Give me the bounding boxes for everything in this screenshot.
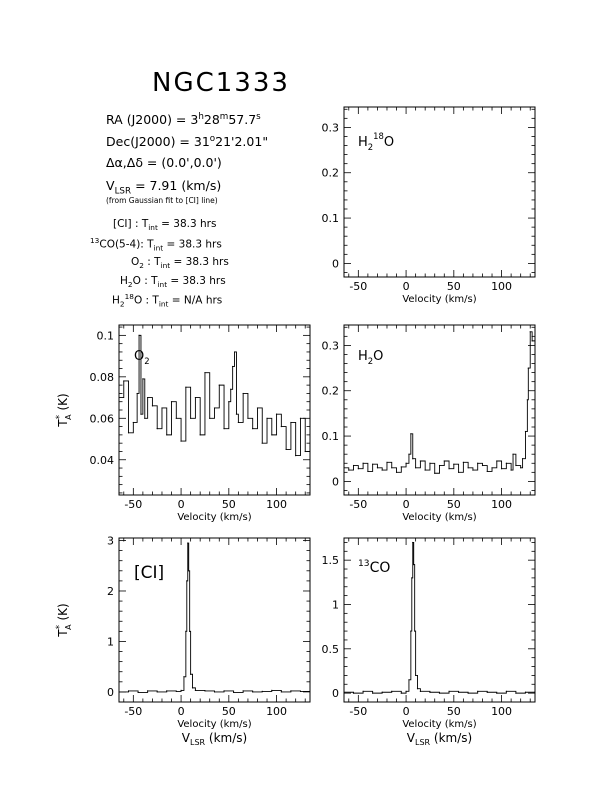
data-point (372, 464, 373, 465)
data-point (528, 367, 529, 368)
y-tick-label: 0.2 (321, 384, 339, 398)
y-tick-label: 0 (107, 685, 114, 699)
data-point (367, 471, 368, 472)
data-point (300, 691, 301, 692)
data-point (140, 414, 141, 415)
y-tick-label: 0.04 (89, 453, 114, 467)
data-point (372, 693, 373, 694)
y-tick-label: 0.3 (321, 339, 339, 353)
data-point (234, 351, 235, 352)
dec-label: Dec(J2000) = (106, 134, 190, 150)
integration-13co: $^{13}$CO(5-4): $T_{int} = 38.3$ hrs (90, 236, 222, 253)
data-point (290, 422, 291, 423)
data-point (138, 335, 139, 336)
data-point (262, 691, 263, 692)
data-point (142, 378, 143, 379)
data-point (243, 393, 244, 394)
data-point (128, 690, 129, 691)
data-point (276, 414, 277, 415)
x-tick-label: -50 (124, 705, 143, 718)
y-tick-label: 0.1 (96, 329, 114, 343)
data-point (439, 693, 440, 694)
data-point (391, 691, 392, 692)
data-point (185, 631, 186, 632)
chart-panel-h218o (322, 107, 536, 305)
data-point (408, 679, 409, 680)
data-point (491, 467, 492, 468)
data-point (487, 471, 488, 472)
y-tick-label: 1.5 (321, 554, 339, 568)
data-point (157, 691, 158, 692)
data-point (506, 691, 507, 692)
data-point (429, 692, 430, 693)
y-tick-label: 0.5 (321, 642, 339, 656)
data-point (448, 468, 449, 469)
chart-panel-13co (322, 538, 536, 747)
data-point (453, 464, 454, 465)
data-point (417, 688, 418, 689)
x-tick-label: 0 (177, 498, 185, 511)
y-tick-label: 0.08 (89, 370, 114, 384)
data-point (425, 469, 426, 470)
series-label: $H_2^{18}O$ (358, 131, 395, 152)
offset-value: (0.0',0.0') (161, 155, 222, 170)
data-point (281, 691, 282, 692)
data-point (434, 473, 435, 474)
data-point (223, 690, 224, 691)
data-point (468, 693, 469, 694)
x-axis-label: Velocity (km/s) (402, 719, 477, 730)
x-axis-label-vlsr: $V_{LSR}$ (km/s) (406, 731, 473, 747)
data-point (515, 465, 516, 466)
series-label: $O_2$ (134, 349, 150, 366)
data-point (180, 440, 181, 441)
vlsr-value: = 7.91 (km/s) (135, 178, 222, 193)
vlsr-sub: LSR (114, 186, 132, 197)
dec-degrees: 31 (193, 134, 210, 150)
data-point (348, 469, 349, 470)
offset-label: Δα,Δδ = (106, 155, 158, 170)
data-point (252, 691, 253, 692)
x-tick-label: 0 (177, 705, 185, 718)
data-point (190, 418, 191, 419)
data-point (214, 691, 215, 692)
data-point (512, 454, 513, 455)
x-tick-label: -50 (349, 280, 368, 293)
data-point (186, 580, 187, 581)
data-point (420, 460, 421, 461)
data-point (188, 570, 189, 571)
x-axis-label: Velocity (km/s) (402, 294, 477, 305)
data-point (187, 542, 188, 543)
x-tick-label: 0 (402, 280, 410, 293)
data-point (482, 465, 483, 466)
x-tick-label: 50 (221, 498, 236, 511)
data-point (228, 401, 229, 402)
data-point (271, 690, 272, 691)
data-point (377, 467, 378, 468)
data-point (468, 467, 469, 468)
data-point (363, 463, 364, 464)
data-point (180, 690, 181, 691)
y-tick-label: 0 (332, 687, 339, 701)
data-point (429, 463, 430, 464)
data-point (501, 468, 502, 469)
y-tick-label: 3 (107, 534, 114, 548)
data-point (138, 692, 139, 693)
data-point (166, 690, 167, 691)
data-point (458, 472, 459, 473)
data-point (444, 460, 445, 461)
dec-line: Dec(J2000) = 31$^o$21'2.01" (106, 134, 269, 150)
data-point (520, 467, 521, 468)
x-tick-label: 50 (446, 280, 461, 293)
data-point (183, 676, 184, 677)
data-point (412, 542, 413, 543)
data-point (305, 451, 306, 452)
x-tick-label: 50 (221, 705, 236, 718)
series-line (119, 335, 310, 455)
series-label: $^{13}$CO (358, 559, 391, 576)
data-point (527, 399, 528, 400)
x-tick-label: -50 (349, 498, 368, 511)
data-point (401, 466, 402, 467)
data-point (295, 455, 296, 456)
data-point (144, 418, 145, 419)
data-point (171, 401, 172, 402)
data-point (300, 418, 301, 419)
y-tick-label: 0 (332, 475, 339, 489)
data-point (496, 460, 497, 461)
data-point (405, 691, 406, 692)
ra-hours: 3 (190, 112, 199, 128)
x-tick-label: 100 (491, 498, 513, 511)
data-point (532, 340, 533, 341)
data-point (281, 426, 282, 427)
data-point (230, 389, 231, 390)
ra-minutes: 28 (203, 112, 220, 128)
vlsr-note: (from Gaussian fit to [CI] line) (106, 196, 218, 205)
data-point (396, 472, 397, 473)
chart-panel-h2o (322, 325, 536, 523)
data-point (214, 407, 215, 408)
data-point (363, 691, 364, 692)
y-tick-label: 0.1 (321, 430, 339, 444)
data-point (262, 443, 263, 444)
ra-seconds: 57.7 (228, 112, 257, 128)
data-point (410, 630, 411, 631)
x-tick-label: 100 (491, 705, 513, 718)
x-tick-label: 100 (266, 705, 288, 718)
y-tick-label: 1 (332, 598, 339, 612)
data-point (487, 692, 488, 693)
data-point (271, 434, 272, 435)
data-point (506, 463, 507, 464)
data-point (238, 422, 239, 423)
x-tick-label: 100 (491, 280, 513, 293)
ra-label: RA (J2000) = (106, 112, 187, 128)
data-point (382, 692, 383, 693)
data-point (525, 431, 526, 432)
data-point (458, 692, 459, 693)
data-point (515, 693, 516, 694)
y-tick-label: 0.2 (321, 166, 339, 180)
y-tick-label: 0.3 (321, 121, 339, 135)
y-axis-label: T*A (K) (55, 603, 73, 637)
data-point (243, 690, 244, 691)
data-point (161, 407, 162, 408)
data-point (185, 387, 186, 388)
data-point (286, 449, 287, 450)
y-tick-label: 0.06 (89, 412, 114, 426)
data-point (477, 463, 478, 464)
data-point (219, 385, 220, 386)
x-tick-label: 50 (446, 705, 461, 718)
data-point (157, 428, 158, 429)
x-tick-label: 50 (446, 498, 461, 511)
integration-h218o: $H_2^{18}O$ : $T_{int} = N/A$ hrs (112, 292, 223, 309)
data-point (477, 691, 478, 692)
integration-o2: $O_2$ : $T_{int} = 38.3$ hrs (131, 256, 229, 271)
data-point (415, 467, 416, 468)
y-tick-label: 1 (107, 635, 114, 649)
data-point (391, 467, 392, 468)
data-point (290, 690, 291, 691)
integration-ci: [CI] : $T_{int} = 38.3$ hrs (113, 218, 217, 233)
data-point (386, 462, 387, 463)
data-point (353, 693, 354, 694)
data-point (190, 674, 191, 675)
data-point (166, 434, 167, 435)
data-point (382, 469, 383, 470)
data-point (525, 692, 526, 693)
data-point (236, 414, 237, 415)
data-point (128, 432, 129, 433)
data-point (358, 468, 359, 469)
x-tick-label: -50 (124, 498, 143, 511)
data-point (123, 380, 124, 381)
data-point (232, 366, 233, 367)
data-point (511, 469, 512, 470)
data-point (413, 564, 414, 565)
data-point (415, 675, 416, 676)
data-point (252, 428, 253, 429)
data-point (147, 690, 148, 691)
data-point (204, 372, 205, 373)
vlsr-label: V (106, 178, 115, 193)
data-point (195, 397, 196, 398)
data-point (266, 418, 267, 419)
data-point (405, 463, 406, 464)
data-point (189, 631, 190, 632)
data-point (176, 691, 177, 692)
data-point (147, 397, 148, 398)
data-point (439, 465, 440, 466)
series-label: [CI] (134, 563, 165, 583)
x-tick-label: -50 (349, 705, 368, 718)
data-point (209, 418, 210, 419)
data-point (463, 462, 464, 463)
data-point (176, 418, 177, 419)
x-axis-label: Velocity (km/s) (177, 512, 252, 523)
page-title: NGC1333 (152, 68, 290, 98)
series-label: $H_2O$ (358, 349, 384, 366)
x-tick-label: 0 (402, 705, 410, 718)
data-point (133, 422, 134, 423)
y-tick-label: 0.1 (321, 212, 339, 226)
data-point (152, 405, 153, 406)
dec-rest: 21'2.01" (215, 134, 269, 150)
x-axis-label-vlsr: $V_{LSR}$ (km/s) (181, 731, 248, 747)
data-point (192, 687, 193, 688)
x-tick-label: 100 (266, 498, 288, 511)
data-point (410, 433, 411, 434)
data-point (353, 465, 354, 466)
integration-h2o: $H_2O$ : $T_{int} = 38.3$ hrs (120, 275, 226, 290)
data-point (412, 458, 413, 459)
x-tick-label: 0 (402, 498, 410, 511)
data-point (204, 690, 205, 691)
data-point (247, 418, 248, 419)
data-point (257, 407, 258, 408)
y-tick-label: 2 (107, 584, 114, 598)
data-point (411, 577, 412, 578)
data-point (530, 331, 531, 332)
data-point (472, 469, 473, 470)
data-point (233, 692, 234, 693)
data-point (200, 434, 201, 435)
y-axis-label: T*A (K) (55, 393, 73, 427)
data-point (496, 693, 497, 694)
data-point (420, 691, 421, 692)
x-axis-label: Velocity (km/s) (177, 719, 252, 730)
data-point (522, 458, 523, 459)
data-point (408, 454, 409, 455)
data-point (448, 691, 449, 692)
data-point (223, 428, 224, 429)
ra-line: RA (J2000) = 3$^h$28$^m$57.7$^s$ (106, 112, 261, 128)
chart-panel-o2 (55, 325, 311, 523)
data-point (414, 630, 415, 631)
data-point (195, 690, 196, 691)
data-point (401, 693, 402, 694)
chart-panel-ci (55, 535, 311, 747)
data-point (137, 393, 138, 394)
x-axis-label: Velocity (km/s) (402, 512, 477, 523)
y-tick-label: 0 (332, 257, 339, 271)
